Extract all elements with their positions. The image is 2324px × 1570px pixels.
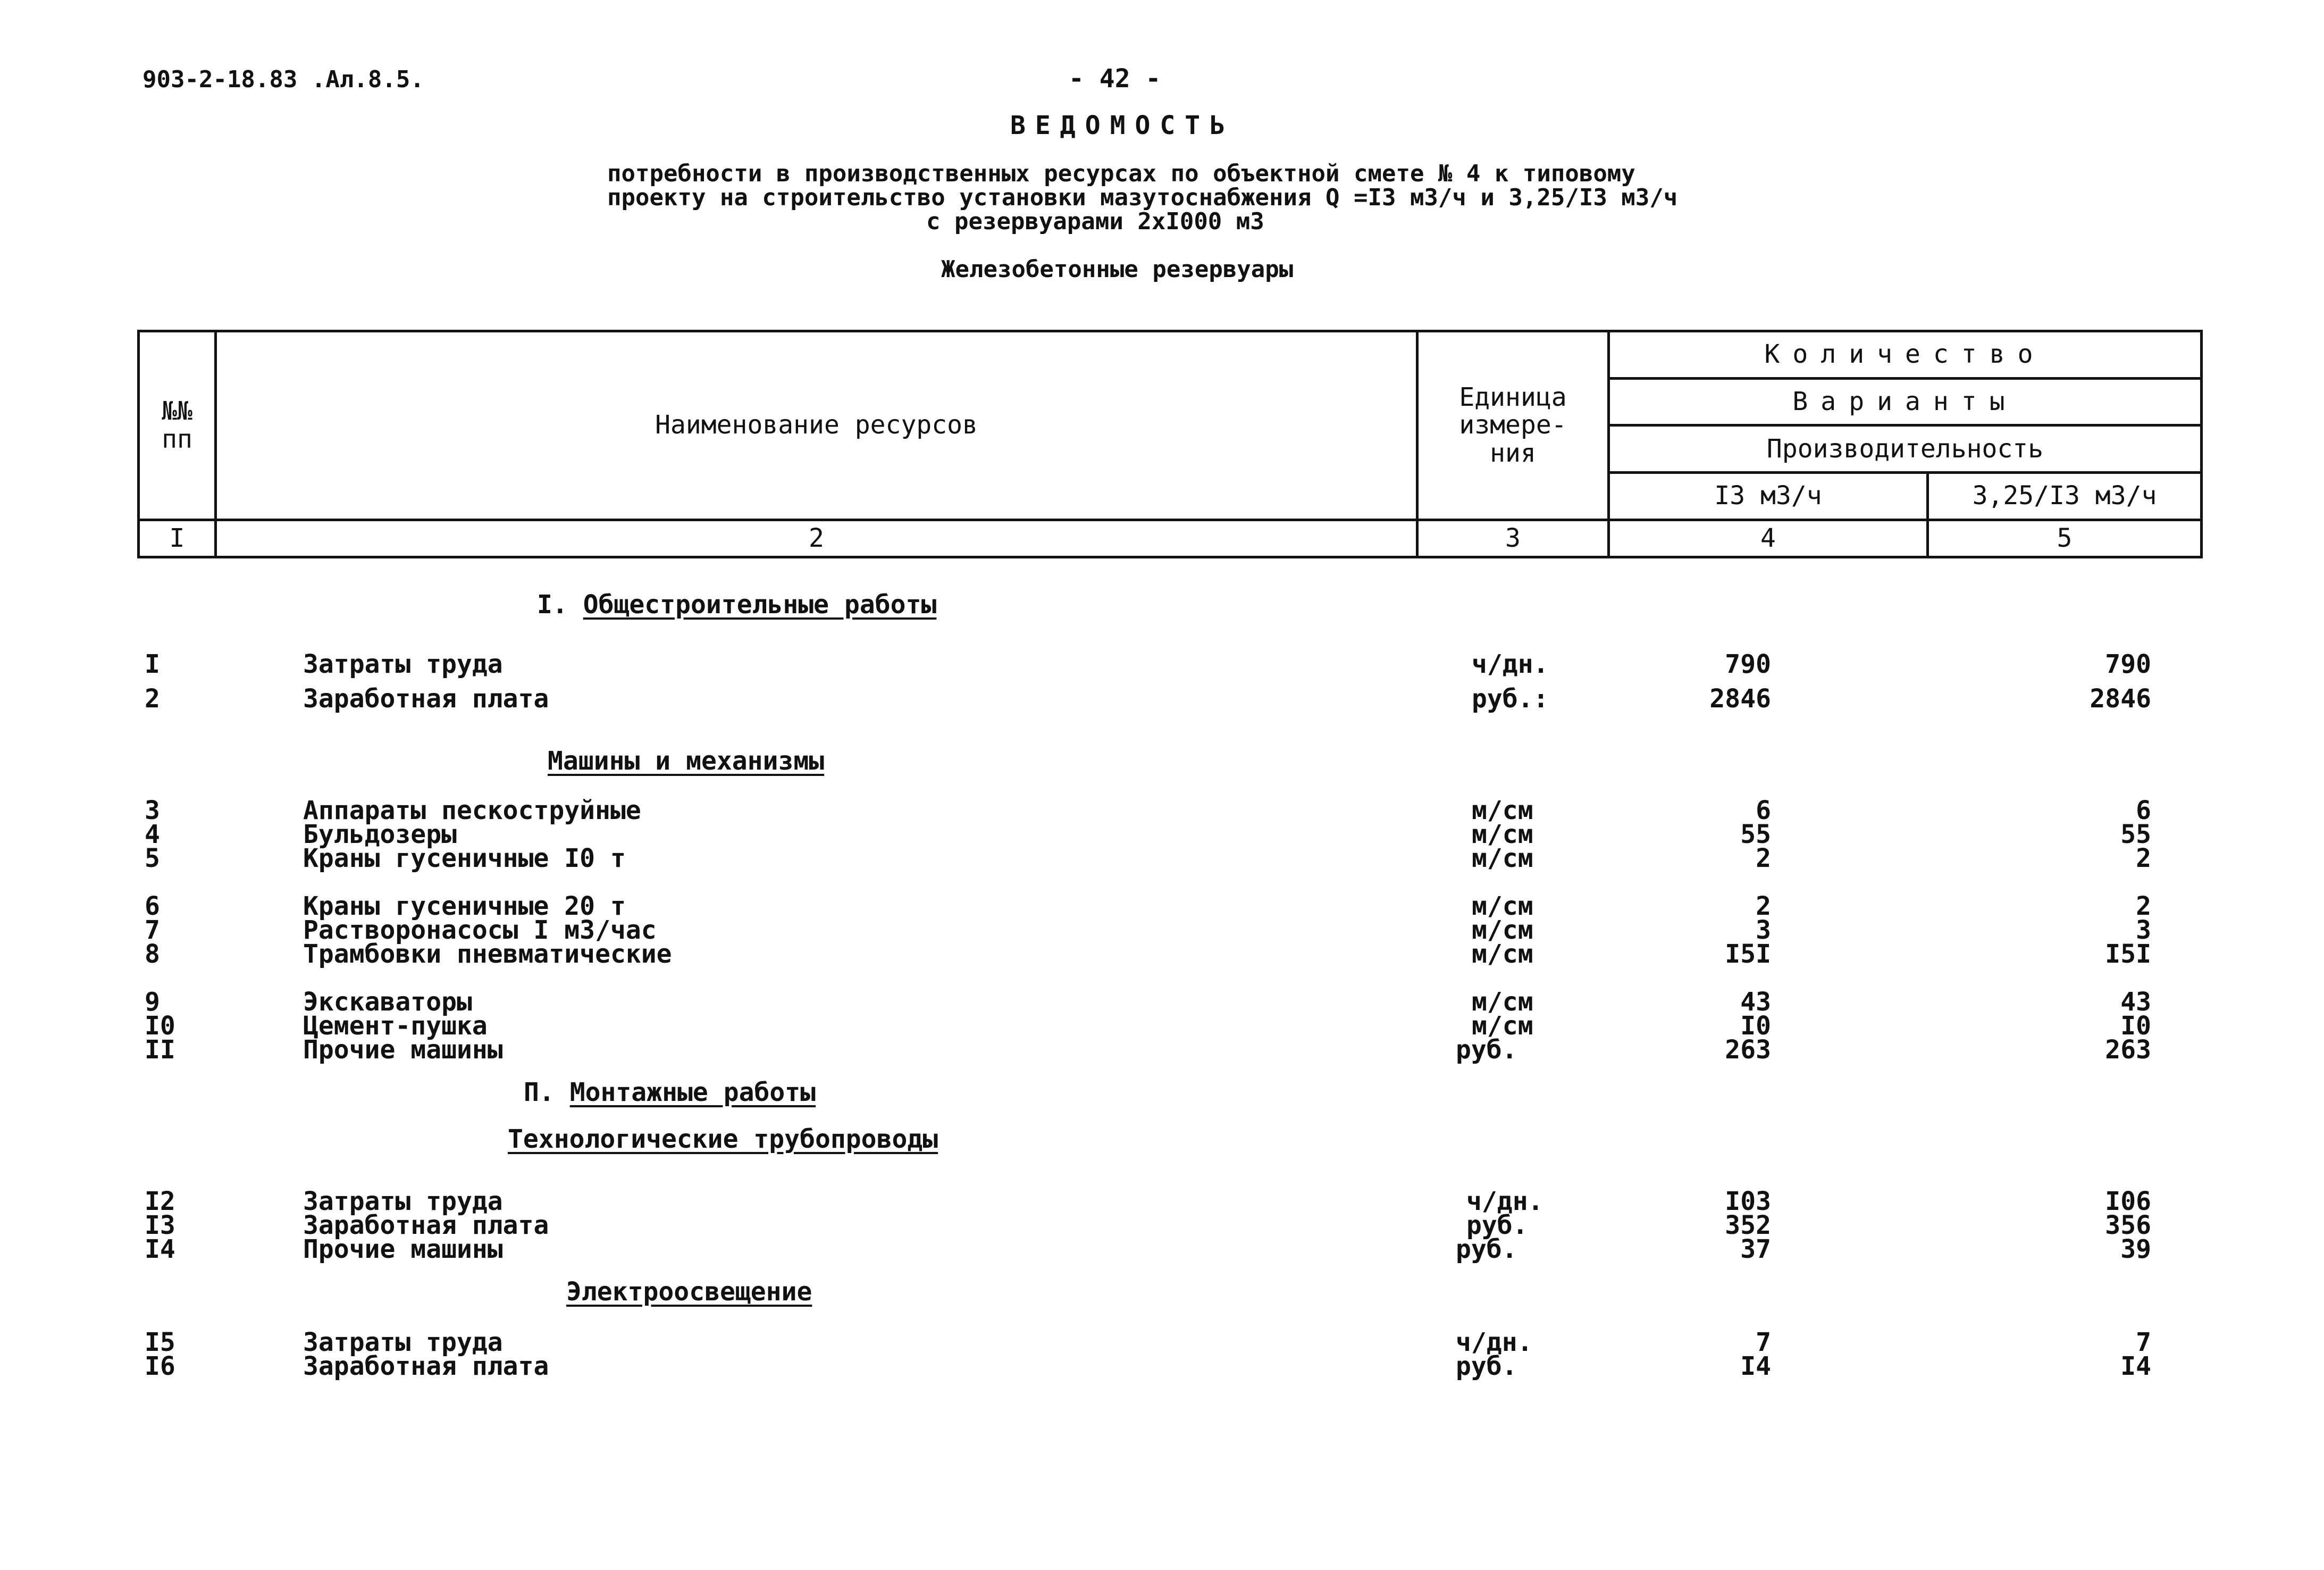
row-value-variant-1: 37	[1740, 1234, 1771, 1264]
row-number: 7	[145, 915, 160, 945]
row-resource-name: Заработная плата	[303, 1351, 549, 1381]
row-value-variant-2: 2	[2136, 844, 2151, 873]
page-number: - 42 -	[1069, 64, 1161, 94]
row-value-variant-2: I0	[2120, 1011, 2151, 1041]
section-heading-general-construction	[537, 590, 937, 620]
row-unit: руб.	[1456, 1234, 1517, 1264]
section-heading-pipelines: Технологические трубопроводы	[508, 1124, 938, 1154]
row-number: 4	[145, 820, 160, 849]
object-name: Железобетонные резервуары	[941, 256, 1294, 283]
row-unit: м/см	[1472, 891, 1533, 921]
row-unit: м/см	[1472, 915, 1533, 945]
column-index-2: 2	[216, 520, 1417, 557]
column-index-1: I	[139, 520, 216, 557]
column-header-resource-name: Наименование ресурсов	[216, 331, 1417, 520]
row-value-variant-1: 2	[1756, 844, 1771, 873]
section-heading-text: Общестроительные работы	[583, 590, 937, 620]
row-resource-name: Бульдозеры	[303, 820, 457, 849]
row-value-variant-1: 2	[1756, 891, 1771, 921]
row-unit: м/см	[1472, 844, 1533, 873]
row-resource-name: Цемент-пушка	[303, 1011, 488, 1041]
section-heading-machines: Машины и механизмы	[548, 746, 825, 776]
row-value-variant-1: 6	[1756, 796, 1771, 825]
row-number: 6	[145, 891, 160, 921]
table-header	[137, 330, 2200, 558]
row-value-variant-1: I0	[1740, 1011, 1771, 1041]
row-value-variant-1: 7	[1756, 1327, 1771, 1357]
column-index-4: 4	[1609, 520, 1928, 557]
row-number: I2	[145, 1187, 175, 1216]
section-heading-prefix: I.	[537, 590, 583, 620]
row-resource-name: Заработная плата	[303, 1210, 549, 1240]
row-value-variant-1: 2846	[1709, 684, 1771, 714]
section-heading-lighting: Электроосвещение	[566, 1277, 812, 1307]
column-index-3: 3	[1417, 520, 1609, 557]
row-number: I5	[145, 1327, 175, 1357]
row-number: I4	[145, 1234, 175, 1264]
row-value-variant-2: 39	[2120, 1234, 2151, 1264]
row-value-variant-2: 790	[2105, 649, 2151, 679]
section-heading-prefix: П.	[524, 1078, 570, 1107]
row-resource-name: Краны гусеничные I0 т	[303, 844, 626, 873]
column-header-quantity: Количество	[1609, 331, 2202, 379]
row-resource-name: Затраты труда	[303, 649, 503, 679]
column-header-unit: Единица измере- ния	[1417, 331, 1609, 520]
subtitle-line-3: с резервуарами 2хI000 м3	[926, 208, 1264, 235]
row-value-variant-1: 43	[1740, 987, 1771, 1017]
row-resource-name: Аппараты пескоструйные	[303, 796, 641, 825]
row-value-variant-2: 55	[2120, 820, 2151, 849]
row-value-variant-1: I5I	[1725, 939, 1771, 969]
row-value-variant-2: 7	[2136, 1327, 2151, 1357]
row-value-variant-1: 263	[1725, 1035, 1771, 1065]
row-value-variant-2: 263	[2105, 1035, 2151, 1065]
column-index-5: 5	[1928, 520, 2202, 557]
row-number: I0	[145, 1011, 175, 1041]
column-header-variants: Варианты	[1609, 378, 2202, 425]
row-resource-name: Трамбовки пневматические	[303, 939, 672, 969]
row-resource-name: Прочие машины	[303, 1234, 503, 1264]
row-resource-name: Заработная плата	[303, 684, 549, 714]
section-heading-text: Монтажные работы	[569, 1078, 816, 1107]
row-unit: руб.	[1466, 1210, 1528, 1240]
row-unit: ч/дн.	[1466, 1187, 1543, 1216]
row-resource-name: Краны гусеничные 20 т	[303, 891, 626, 921]
row-value-variant-1: I03	[1725, 1187, 1771, 1216]
row-unit: м/см	[1472, 820, 1533, 849]
row-resource-name: Затраты труда	[303, 1327, 503, 1357]
row-resource-name: Экскаваторы	[303, 987, 472, 1017]
row-unit: ч/дн.	[1472, 649, 1549, 679]
column-header-variant-1: I3 м3/ч	[1609, 472, 1928, 520]
row-number: I3	[145, 1210, 175, 1240]
row-value-variant-2: 3	[2136, 915, 2151, 945]
row-number: 9	[145, 987, 160, 1017]
subtitle-line-1: потребности в производственных ресурсах по объектной смете № 4 к типовому	[607, 160, 1635, 187]
row-value-variant-2: 6	[2136, 796, 2151, 825]
row-value-variant-2: I06	[2105, 1187, 2151, 1216]
row-number: 3	[145, 796, 160, 825]
row-value-variant-2: 43	[2120, 987, 2151, 1017]
row-unit: м/см	[1472, 1011, 1533, 1041]
row-number: II	[145, 1035, 175, 1065]
document-code: 903-2-18.83 .Ал.8.5.	[142, 66, 424, 93]
row-number: 2	[145, 684, 160, 714]
row-value-variant-1: I4	[1740, 1351, 1771, 1381]
row-unit: м/см	[1472, 987, 1533, 1017]
row-unit: руб.	[1456, 1035, 1517, 1065]
row-value-variant-1: 3	[1756, 915, 1771, 945]
column-header-productivity: Производительность	[1609, 425, 2202, 473]
row-number: I	[145, 649, 160, 679]
row-value-variant-1: 790	[1725, 649, 1771, 679]
row-resource-name: Прочие машины	[303, 1035, 503, 1065]
row-value-variant-2: 356	[2105, 1210, 2151, 1240]
row-value-variant-1: 55	[1740, 820, 1771, 849]
section-heading-installation	[524, 1080, 816, 1105]
subtitle-line-2: проекту на строительство установки мазутоснабжения Q =I3 м3/ч и 3,25/I3 м3/ч	[607, 184, 1678, 211]
row-value-variant-2: 2	[2136, 891, 2151, 921]
row-unit: ч/дн.	[1456, 1327, 1533, 1357]
row-unit: руб.	[1456, 1351, 1517, 1381]
row-value-variant-2: 2846	[2090, 684, 2151, 714]
column-header-variant-2: 3,25/I3 м3/ч	[1928, 472, 2202, 520]
row-value-variant-2: I4	[2120, 1351, 2151, 1381]
column-header-number: №№ пп	[139, 331, 216, 520]
row-number: 5	[145, 844, 160, 873]
row-number: 8	[145, 939, 160, 969]
row-value-variant-1: 352	[1725, 1210, 1771, 1240]
row-unit: м/см	[1472, 796, 1533, 825]
row-resource-name: Растворонасосы I м3/час	[303, 915, 657, 945]
row-resource-name: Затраты труда	[303, 1187, 503, 1216]
row-value-variant-2: I5I	[2105, 939, 2151, 969]
row-unit: руб.:	[1472, 684, 1549, 714]
row-unit: м/см	[1472, 939, 1533, 969]
row-number: I6	[145, 1351, 175, 1381]
document-title: ВЕДОМОСТЬ	[1010, 111, 1235, 140]
